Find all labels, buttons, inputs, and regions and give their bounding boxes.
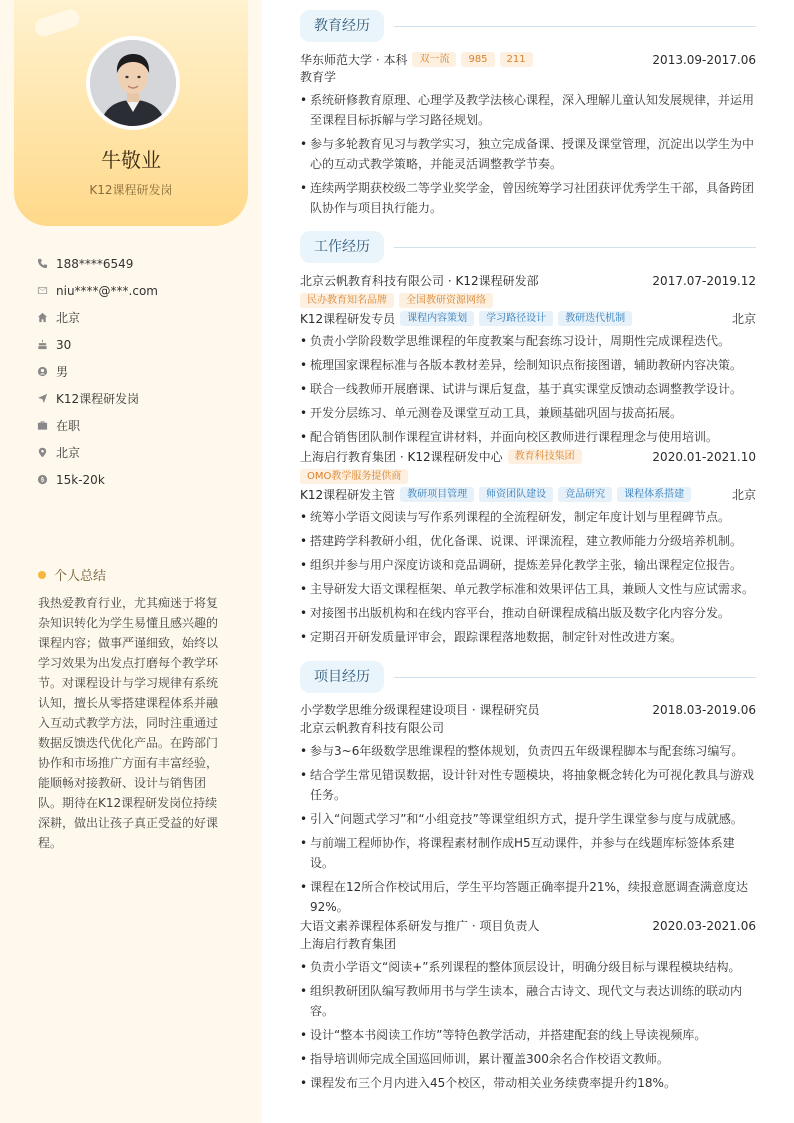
mail-icon — [36, 285, 48, 297]
company-tag: 全国教研资源网络 — [399, 293, 493, 308]
skill-tag: 师资团队建设 — [479, 487, 553, 502]
home-icon — [36, 312, 48, 324]
list-item: • 联合一线教师开展磨课、试讲与课后复盘，基于真实课堂反馈动态调整教学设计。 — [300, 379, 756, 399]
info-text: 男 — [56, 365, 69, 379]
info-salary — [36, 466, 236, 493]
company-name: 上海启行教育集团 · K12课程研发中心 — [300, 450, 503, 464]
section-title: 工作经历 — [300, 231, 384, 263]
project-header-row — [300, 917, 756, 934]
divider — [394, 26, 756, 27]
candidate-name: 牛敬业 — [101, 148, 161, 172]
project-header-row — [300, 701, 756, 718]
info-text: 30 — [56, 337, 72, 352]
divider — [394, 247, 756, 248]
skill-tag: 课程内容策划 — [400, 311, 474, 326]
phone-icon — [36, 258, 48, 270]
list-item: • 对接图书出版机构和在线内容平台，推动自研课程成稿出版及数字化内容分发。 — [300, 603, 756, 623]
section-title: 教育经历 — [300, 10, 384, 42]
info-text: 在职 — [56, 419, 81, 433]
info-age — [36, 331, 236, 358]
info-gender — [36, 358, 236, 385]
summary-title: 个人总结 — [54, 569, 107, 584]
work-bullets — [300, 507, 756, 647]
list-item: • 开发分层练习、单元测卷及课堂互动工具，兼顾基础巩固与拔高拓展。 — [300, 403, 756, 423]
company-tags — [300, 467, 756, 485]
date-range: 2020.03-2021.06 — [652, 918, 756, 933]
list-item: • 课程发布三个月内进入45个校区，带动相关业务续费率提升约18%。 — [300, 1073, 756, 1093]
section-education-header — [300, 10, 756, 42]
company-tag: 民办教育知名品牌 — [300, 293, 394, 308]
info-text: niu****@***.com — [56, 283, 158, 298]
info-text: 15k-20k — [56, 472, 105, 487]
info-email — [36, 277, 236, 304]
date-range: 2018.03-2019.06 — [652, 702, 756, 717]
project-bullets — [300, 957, 756, 1093]
list-item: • 负责小学语文“阅读+”系列课程的整体顶层设计，明确分级目标与课程模块结构。 — [300, 957, 756, 977]
gender-icon — [36, 366, 48, 378]
send-icon — [36, 393, 48, 405]
candidate-role: K12课程研发岗 — [89, 183, 173, 197]
cake-icon — [36, 339, 48, 351]
decorative-shape — [32, 7, 81, 38]
list-item: • 配合销售团队制作课程宣讲材料，并面向校区教师进行课程理念与使用培训。 — [300, 427, 756, 447]
company-tags — [300, 291, 756, 309]
company-tag: 教育科技集团 — [508, 449, 582, 464]
company-name: 北京云帆教育科技有限公司 · K12课程研发部 — [300, 274, 539, 288]
divider — [394, 677, 756, 678]
sidebar — [0, 0, 262, 1123]
school-tag: 211 — [500, 52, 533, 67]
list-item: • 统筹小学语文阅读与写作系列课程的全流程研发，制定年度计划与里程碑节点。 — [300, 507, 756, 527]
list-item: • 参与3~6年级数学思维课程的整体规划，负责四五年级课程脚本与配套练习编写。 — [300, 741, 756, 761]
education-header-row — [300, 51, 756, 68]
section-title: 项目经历 — [300, 661, 384, 693]
list-item: • 主导研发大语文课程框架、单元教学标准和效果评估工具，兼顾人文性与应试需求。 — [300, 579, 756, 599]
project-bullets — [300, 741, 756, 917]
school-name: 华东师范大学 · 本科 — [300, 53, 408, 67]
skill-tag: 教研项目管理 — [400, 487, 474, 502]
info-text: 北京 — [56, 446, 81, 460]
info-location — [36, 439, 236, 466]
section-projects-header — [300, 661, 756, 693]
education-bullets — [300, 90, 756, 218]
work-city: 北京 — [731, 312, 756, 326]
list-item: • 组织并参与用户深度访谈和竞品调研，提炼差异化教学主张，输出课程定位报告。 — [300, 555, 756, 575]
work-entry — [300, 272, 756, 447]
company-tag: OMO教学服务提供商 — [300, 469, 408, 484]
info-text: 北京 — [56, 311, 81, 325]
date-range: 2020.01-2021.10 — [652, 449, 756, 464]
summary-heading — [38, 565, 106, 584]
list-item: • 参与多轮教育见习与教学实习，独立完成备课、授课及课堂管理，沉淀出以学生为中心的互动式教学策略，并能灵活调整教学节奏。 — [300, 134, 756, 174]
project-entry — [300, 701, 756, 917]
info-text: 188****6549 — [56, 256, 134, 271]
skill-tag: 竞品研究 — [558, 487, 612, 502]
list-item: • 定期召开研发质量评审会，跟踪课程落地数据，制定针对性改进方案。 — [300, 627, 756, 647]
avatar-photo — [90, 40, 176, 126]
project-name: 大语文素养课程体系研发与推广 · 项目负责人 — [300, 919, 540, 933]
briefcase-icon — [36, 420, 48, 432]
work-header-row — [300, 448, 756, 465]
skill-tag: 教研迭代机制 — [558, 311, 632, 326]
info-phone — [36, 250, 236, 277]
major: 教育学 — [300, 70, 337, 84]
list-item: • 课程在12所合作校试用后，学生平均答题正确率提升21%，续报意愿调查满意度达92%。 — [300, 877, 756, 917]
project-org: 上海启行教育集团 — [300, 937, 397, 951]
project-entry — [300, 917, 756, 1093]
list-item: • 设计“整本书阅读工作坊”等特色教学活动，并搭建配套的线上导读视频库。 — [300, 1025, 756, 1045]
info-target-role — [36, 385, 236, 412]
date-range: 2013.09-2017.06 — [652, 52, 756, 67]
skill-tag: 学习路径设计 — [479, 311, 553, 326]
avatar — [86, 36, 180, 130]
money-icon — [36, 474, 48, 486]
school-tag: 双一流 — [412, 52, 456, 67]
list-item: • 负责小学阶段数学思维课程的年度教案与配套练习设计，周期性完成课程迭代。 — [300, 331, 756, 351]
list-item: • 指导培训师完成全国巡回师训，累计覆盖300余名合作校语文教师。 — [300, 1049, 756, 1069]
contact-info — [36, 250, 236, 493]
summary-text: 我热爱教育行业，尤其痴迷于将复杂知识转化为学生易懂且感兴趣的课程内容；做事严谨细致，始终以学习效果为出发点打磨每个教学环节。对课程设计与学习规律有系统认知，擅长从零搭建课程体系并融入互动式教学方法，同时注重通过数据反馈迭代优化产品。在跨部门协作和市场推广方面有丰富经验，能顺畅对接教研、设计与销售团队。期待在K12课程研发岗位持续深耕，做出让孩子真正受益的好课程。 — [38, 596, 219, 850]
position-row — [300, 486, 756, 503]
work-city: 北京 — [731, 488, 756, 502]
profile-header — [14, 0, 248, 226]
list-item: • 引入“问题式学习”和“小组竞技”等课堂组织方式，提升学生课堂参与度与成就感。 — [300, 809, 756, 829]
project-org: 北京云帆教育科技有限公司 — [300, 721, 445, 735]
info-status — [36, 412, 236, 439]
info-text: K12课程研发岗 — [56, 392, 140, 406]
position-title: K12课程研发专员 — [300, 312, 396, 326]
section-work-header — [300, 231, 756, 263]
position-title: K12课程研发主管 — [300, 488, 396, 502]
skill-tag: 课程体系搭建 — [617, 487, 691, 502]
work-entry — [300, 448, 756, 647]
work-header-row — [300, 272, 756, 289]
date-range: 2017.07-2019.12 — [652, 273, 756, 288]
list-item: • 系统研修教育原理、心理学及教学法核心课程，深入理解儿童认知发展规律，并运用至课程目标拆解与学习路径规划。 — [300, 90, 756, 130]
project-name: 小学数学思维分级课程建设项目 · 课程研究员 — [300, 703, 540, 717]
list-item: • 连续两学期获校级二等学业奖学金，曾因统筹学习社团获评优秀学生干部，具备跨团队协作与项目执行能力。 — [300, 178, 756, 218]
bullet-dot-icon — [38, 571, 46, 579]
list-item: • 梳理国家课程标准与各版本教材差异，绘制知识点衔接图谱，辅助教研内容决策。 — [300, 355, 756, 375]
education-entry — [300, 51, 756, 218]
position-row — [300, 310, 756, 327]
list-item: • 搭建跨学科教研小组，优化备课、说课、评课流程，建立教师能力分级培养机制。 — [300, 531, 756, 551]
list-item: • 结合学生常见错误数据，设计针对性专题模块，将抽象概念转化为可视化教具与游戏任务。 — [300, 765, 756, 805]
info-hometown — [36, 304, 236, 331]
list-item: • 与前端工程师协作，将课程素材制作成H5互动课件，并参与在线题库标签体系建设。 — [300, 833, 756, 873]
work-bullets — [300, 331, 756, 447]
location-icon — [36, 447, 48, 459]
list-item: • 组织教研团队编写教师用书与学生读本，融合古诗文、现代文与表达训练的联动内容。 — [300, 981, 756, 1021]
school-tag: 985 — [461, 52, 494, 67]
